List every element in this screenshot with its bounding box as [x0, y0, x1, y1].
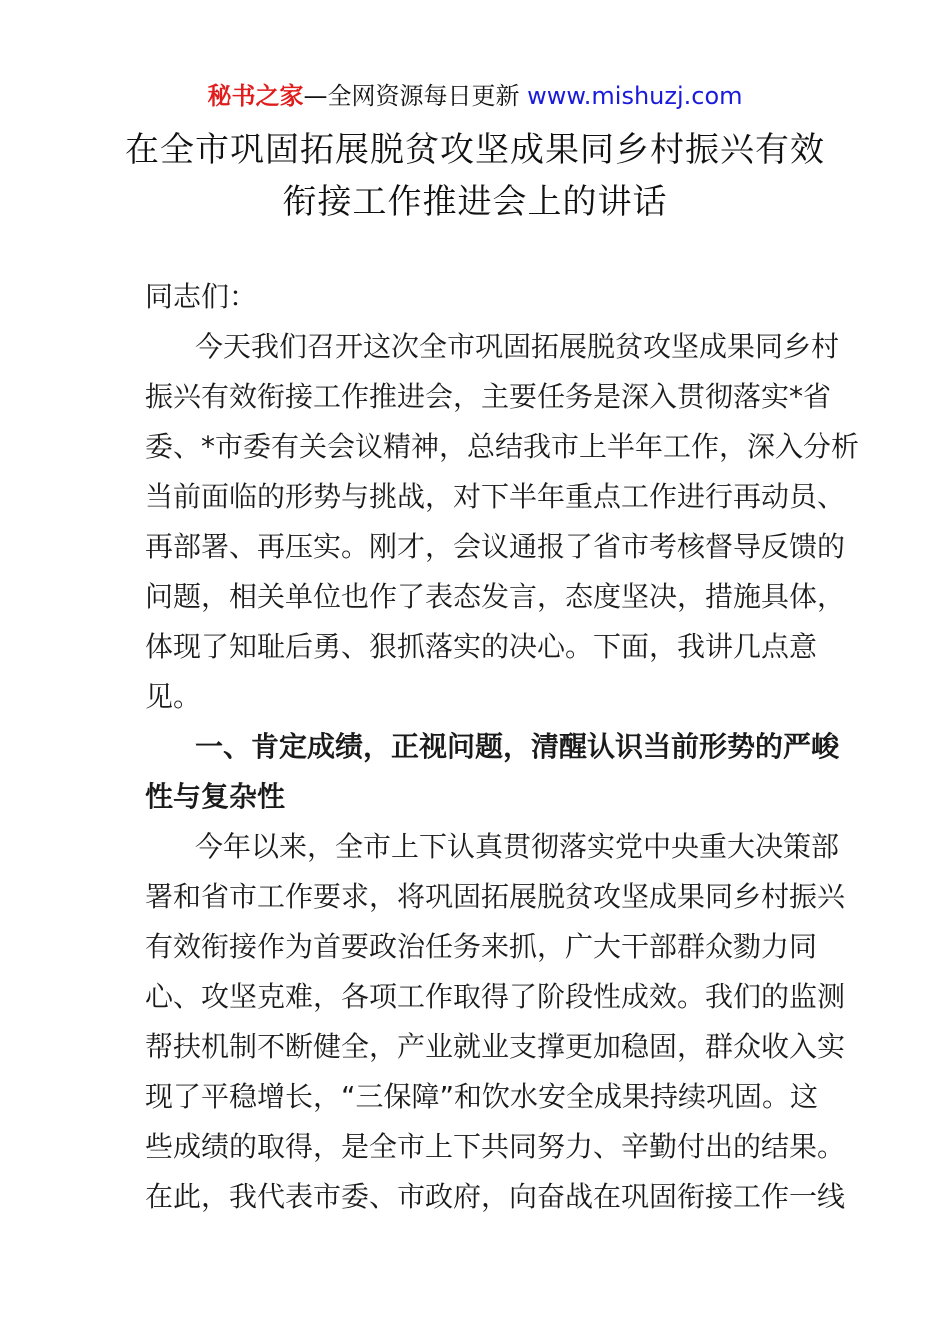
paragraph-line: 振兴有效衔接工作推进会，主要任务是深入贯彻落实*省	[145, 380, 832, 413]
section-heading-line: 一、肯定成绩，正视问题，清醒认识当前形势的严峻	[195, 730, 840, 763]
title-line-2: 衔接工作推进会上的讲话	[282, 182, 668, 222]
paragraph-line: 在此，我代表市委、市政府，向奋战在巩固衔接工作一线	[145, 1180, 846, 1213]
paragraph-line: 今年以来，全市上下认真贯彻落实党中央重大决策部	[195, 830, 840, 863]
paragraph-line: 当前面临的形势与挑战，对下半年重点工作进行再动员、	[145, 480, 846, 513]
paragraph-line: 有效衔接作为首要政治任务来抓，广大干部群众勠力同	[145, 930, 818, 963]
title-line-1: 在全市巩固拓展脱贫攻坚成果同乡村振兴有效	[125, 130, 825, 170]
paragraph-line: 些成绩的取得，是全市上下共同努力、辛勤付出的结果。	[145, 1130, 846, 1163]
site-brand: 秘书之家	[207, 82, 304, 110]
paragraph-line: 心、攻坚克难，各项工作取得了阶段性成效。我们的监测	[145, 980, 846, 1013]
paragraph-line: 现了平稳增长，“三保障”和饮水安全成果持续巩固。这	[145, 1080, 819, 1113]
paragraph-line: 今天我们召开这次全市巩固拓展脱贫攻坚成果同乡村	[195, 330, 840, 363]
paragraph-line: 问题，相关单位也作了表态发言，态度坚决，措施具体，	[145, 580, 846, 613]
paragraph-line: 见。	[145, 680, 202, 713]
site-url-link[interactable]: www.mishuzj.com	[527, 82, 743, 110]
paragraph-line: 再部署、再压实。刚才，会议通报了省市考核督导反馈的	[145, 530, 846, 563]
section-heading-line: 性与复杂性	[145, 780, 286, 813]
site-header	[0, 80, 950, 112]
paragraph-line: 帮扶机制不断健全，产业就业支撑更加稳固，群众收入实	[145, 1030, 846, 1063]
document-body	[145, 272, 860, 1222]
salutation: 同志们：	[145, 280, 258, 313]
paragraph-line: 委、*市委有关会议精神，总结我市上半年工作，深入分析	[145, 430, 860, 463]
site-tagline: —全网资源每日更新	[303, 82, 528, 110]
document-title	[0, 124, 950, 228]
paragraph-line: 署和省市工作要求，将巩固拓展脱贫攻坚成果同乡村振兴	[145, 880, 846, 913]
paragraph-line: 体现了知耻后勇、狠抓落实的决心。下面，我讲几点意	[145, 630, 818, 663]
